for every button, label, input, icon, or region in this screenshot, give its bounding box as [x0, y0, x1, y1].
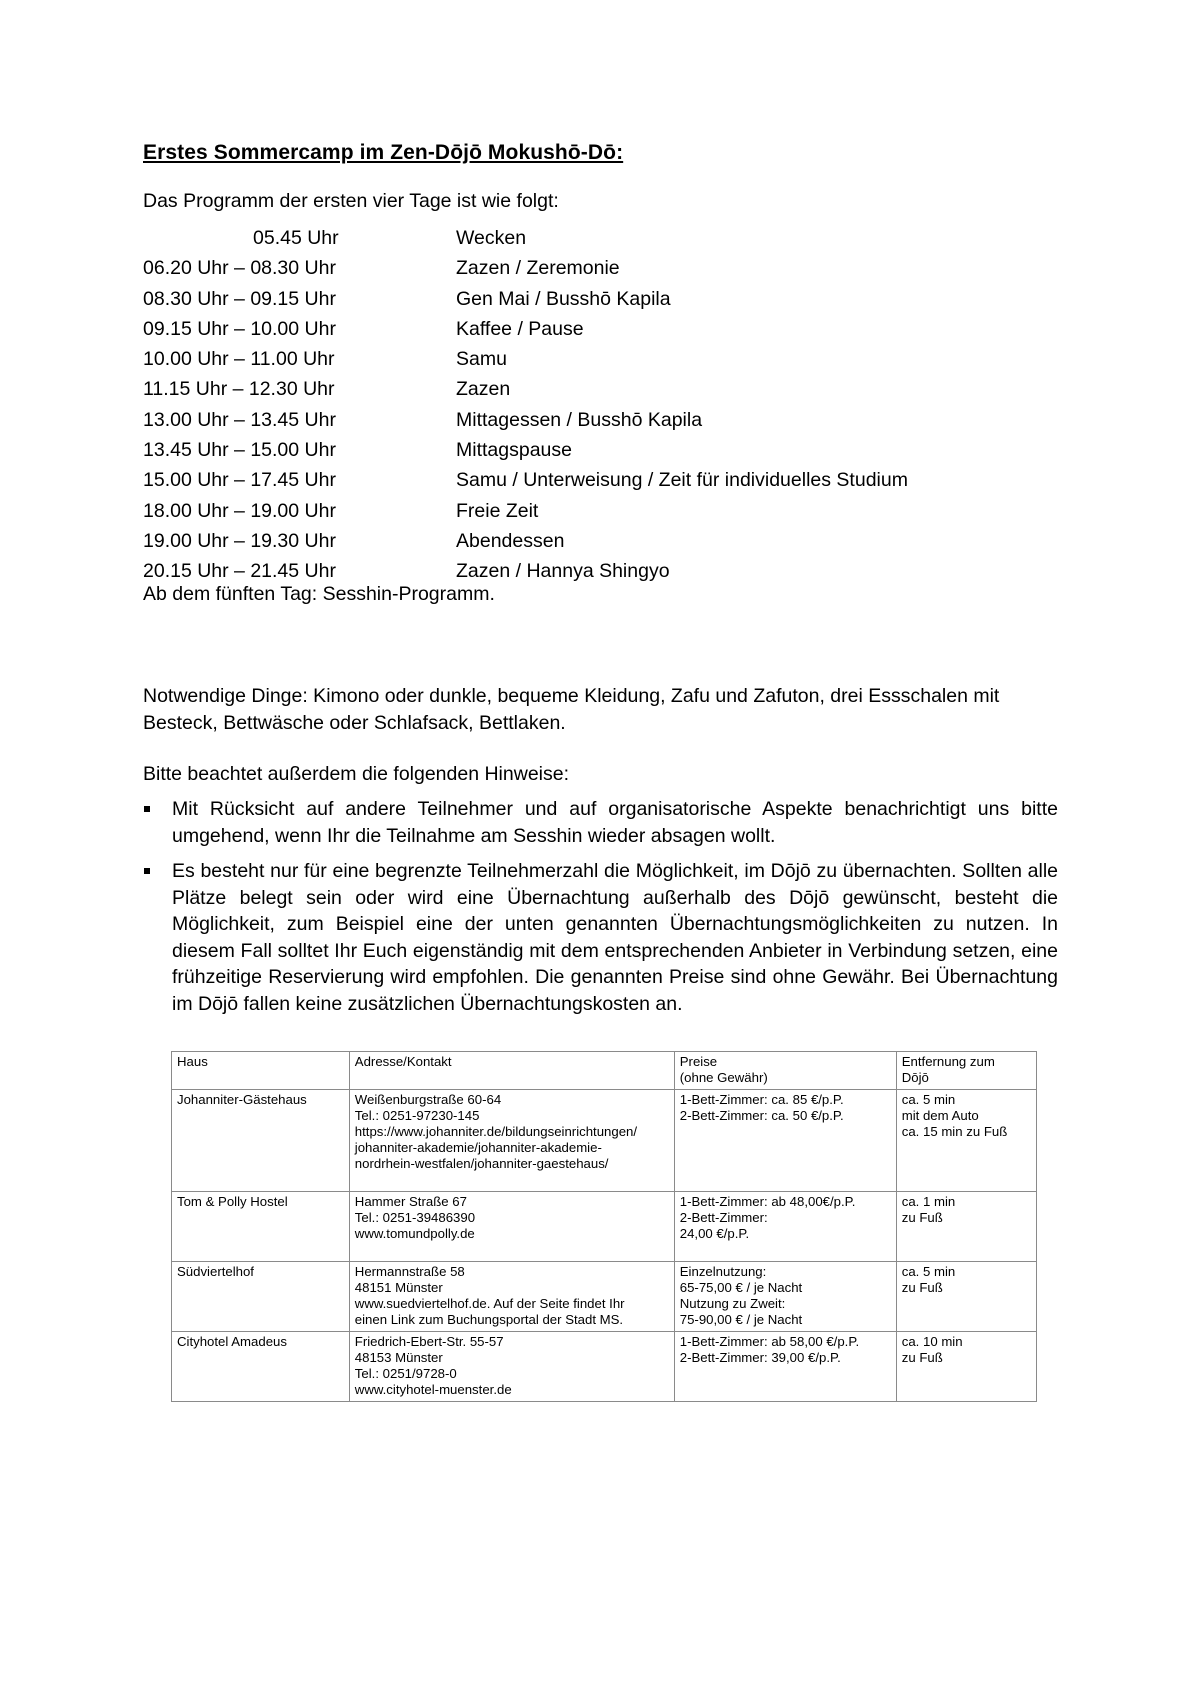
cell-adresse	[349, 1192, 674, 1262]
schedule-time: 15.00 Uhr – 17.45 Uhr	[143, 469, 336, 492]
schedule-activity: Freie Zeit	[456, 499, 539, 522]
cell-text: 2-Bett-Zimmer:	[679, 1210, 768, 1225]
header-cell-preise	[674, 1052, 896, 1090]
cell-text: 75-90,00 € / je Nacht	[679, 1312, 803, 1327]
cell-text: zu Fuß	[901, 1350, 943, 1365]
header-text: Adresse/Kontakt	[354, 1054, 452, 1069]
cell-spacer	[355, 1242, 669, 1258]
cell-haus	[172, 1192, 350, 1262]
cell-text: ca. 5 min	[901, 1264, 956, 1279]
header-text: (ohne Gewähr)	[679, 1070, 768, 1085]
schedule-time: 13.45 Uhr – 15.00 Uhr	[143, 439, 336, 462]
header-cell-haus	[172, 1052, 350, 1090]
schedule-intro: Das Programm der ersten vier Tage ist wie folgt:	[143, 190, 559, 212]
cell-text: Weißenburgstraße 60-64	[354, 1092, 502, 1107]
cell-text: johanniter-akademie/johanniter-akademie-	[354, 1140, 602, 1155]
cell-text: Johanniter-Gästehaus	[177, 1092, 307, 1107]
cell-adresse	[349, 1262, 674, 1332]
schedule-time: 11.15 Uhr – 12.30 Uhr	[143, 378, 335, 401]
cell-entfernung	[896, 1332, 1036, 1402]
schedule-time: 20.15 Uhr – 21.45 Uhr	[143, 560, 336, 583]
cell-text: 1-Bett-Zimmer: ab 58,00 €/p.P.	[679, 1334, 860, 1349]
table-row	[172, 1192, 1037, 1262]
cell-text: www.tomundpolly.de	[354, 1226, 475, 1241]
page-title: Erstes Sommercamp im Zen-Dōjō Mokushō-Dō:	[143, 141, 624, 164]
hints-heading: Bitte beachtet außerdem die folgenden Hinweise:	[143, 763, 570, 785]
cell-adresse	[349, 1332, 674, 1402]
table-row	[172, 1262, 1037, 1332]
cell-text: Tom & Polly Hostel	[177, 1194, 288, 1209]
cell-text: ca. 5 min	[901, 1092, 956, 1107]
header-text: Haus	[177, 1054, 208, 1069]
schedule-activity: Mittagspause	[456, 439, 572, 462]
needs-paragraph: Notwendige Dinge: Kimono oder dunkle, bequeme Kleidung, Zafu und Zafuton, drei Essschalen mit Besteck, Bettwäsche oder Schlafsack, Bettlaken.	[143, 685, 1000, 734]
cell-entfernung	[896, 1090, 1036, 1192]
hint-text: Es besteht nur für eine begrenzte Teilnehmerzahl die Möglichkeit, im Dōjō zu übernachten. Sollten alle Plätze belegt sein oder wird eine Übernachtung außerhalb des Dōjō gewünscht, besteht die Möglichkeit, zum Beispiel eine der unten genannten Übernachtungsmöglichkeiten zu nutzen. In diesem Fall solltet Ihr Euch eigenständig mit dem entsprechenden Anbieter in Verbindung setzen, eine frühzeitige Reservierung wird empfohlen. Die genannten Preise sind ohne Gewähr. Bei Übernachtung im Dōjō fallen keine zusätzlichen Übernachtungskosten an.	[172, 860, 1058, 1015]
schedule-activity: Zazen / Hannya Shingyo	[456, 560, 670, 583]
schedule-time: 08.30 Uhr – 09.15 Uhr	[143, 287, 336, 310]
schedule-activity: Gen Mai / Busshō Kapila	[456, 287, 671, 310]
cell-spacer	[355, 1172, 669, 1188]
header-text: Preise	[679, 1054, 718, 1069]
bullet-square-icon	[144, 806, 150, 812]
cell-entfernung	[896, 1192, 1036, 1262]
cell-haus	[172, 1090, 350, 1192]
cell-text: einen Link zum Buchungsportal der Stadt MS.	[354, 1312, 624, 1327]
accommodation-table	[171, 1051, 1037, 1402]
cell-text: Nutzung zu Zweit:	[679, 1296, 786, 1311]
header-cell-adresse	[349, 1052, 674, 1090]
cell-text: ca. 1 min	[901, 1194, 956, 1209]
schedule-time: 09.15 Uhr – 10.00 Uhr	[143, 317, 336, 340]
schedule-activity: Mittagessen / Busshō Kapila	[456, 408, 703, 431]
schedule-activity: Wecken	[456, 227, 527, 249]
schedule-time: 05.45 Uhr	[253, 227, 339, 249]
table-header-row	[172, 1052, 1037, 1090]
cell-text: Südviertelhof	[177, 1264, 254, 1279]
table-row	[172, 1332, 1037, 1402]
cell-preise	[674, 1090, 896, 1192]
header-text: Entfernung zum	[901, 1054, 995, 1069]
cell-preise	[674, 1262, 896, 1332]
schedule-activity: Samu	[456, 348, 507, 371]
cell-text: mit dem Auto	[901, 1108, 979, 1123]
hint-item	[143, 796, 1058, 849]
cell-text: ca. 10 min	[901, 1334, 963, 1349]
cell-text: Hermannstraße 58	[354, 1264, 465, 1279]
schedule-activity: Kaffee / Pause	[456, 317, 584, 340]
cell-text: Tel.: 0251-39486390	[354, 1210, 476, 1225]
schedule-activity: Abendessen	[456, 529, 565, 552]
cell-text: 1-Bett-Zimmer: ca. 85 €/p.P.	[679, 1092, 844, 1107]
header-text: Dōjō	[901, 1070, 929, 1085]
schedule-activity: Zazen / Zeremonie	[456, 257, 620, 280]
cell-text: Cityhotel Amadeus	[177, 1334, 287, 1349]
schedule-time: 19.00 Uhr – 19.30 Uhr	[143, 529, 336, 552]
cell-haus	[172, 1332, 350, 1402]
cell-haus	[172, 1262, 350, 1332]
header-cell-entfernung	[896, 1052, 1036, 1090]
cell-text: https://www.johanniter.de/bildungseinrichtungen/	[354, 1124, 638, 1139]
cell-text: www.cityhotel-muenster.de	[354, 1382, 512, 1397]
bullet-square-icon	[144, 868, 150, 874]
cell-text: zu Fuß	[901, 1280, 943, 1295]
hint-item	[143, 858, 1058, 1017]
cell-text: Tel.: 0251/9728-0	[354, 1366, 457, 1381]
cell-text: zu Fuß	[901, 1210, 943, 1225]
cell-text: 48151 Münster	[354, 1280, 443, 1295]
cell-text: www.suedviertelhof.de. Auf der Seite findet Ihr	[354, 1296, 625, 1311]
schedule-time: 13.00 Uhr – 13.45 Uhr	[143, 408, 336, 431]
cell-preise	[674, 1192, 896, 1262]
cell-text: 1-Bett-Zimmer: ab 48,00€/p.P.	[679, 1194, 856, 1209]
hint-text: Mit Rücksicht auf andere Teilnehmer und auf organisatorische Aspekte benachrichtigt uns bitte umgehend, wenn Ihr die Teilnahme am Sesshin wieder absagen wollt.	[172, 798, 1058, 847]
cell-text: Einzelnutzung:	[679, 1264, 767, 1279]
cell-text: 65-75,00 € / je Nacht	[679, 1280, 803, 1295]
schedule-time: 10.00 Uhr – 11.00 Uhr	[143, 348, 335, 371]
cell-text: ca. 15 min zu Fuß	[901, 1124, 1008, 1139]
table-row	[172, 1090, 1037, 1192]
cell-adresse	[349, 1090, 674, 1192]
hints-list	[143, 796, 1058, 1026]
cell-text: 48153 Münster	[354, 1350, 443, 1365]
cell-text: 24,00 €/p.P.	[679, 1226, 750, 1241]
after-schedule-note: Ab dem fünften Tag: Sesshin-Programm.	[143, 583, 495, 605]
schedule-activity: Samu / Unterweisung / Zeit für individuelles Studium	[456, 469, 908, 492]
cell-text: 2-Bett-Zimmer: 39,00 €/p.P.	[679, 1350, 841, 1365]
cell-text: Hammer Straße 67	[354, 1194, 467, 1209]
schedule-activity: Zazen	[456, 378, 511, 401]
cell-text: nordrhein-westfalen/johanniter-gaestehaus/	[354, 1156, 609, 1171]
cell-text: Tel.: 0251-97230-145	[354, 1108, 480, 1123]
cell-entfernung	[896, 1262, 1036, 1332]
schedule-time: 06.20 Uhr – 08.30 Uhr	[143, 257, 336, 280]
cell-text: 2-Bett-Zimmer: ca. 50 €/p.P.	[679, 1108, 844, 1123]
schedule-time: 18.00 Uhr – 19.00 Uhr	[143, 499, 336, 522]
cell-preise	[674, 1332, 896, 1402]
cell-text: Friedrich-Ebert-Str. 55-57	[354, 1334, 504, 1349]
